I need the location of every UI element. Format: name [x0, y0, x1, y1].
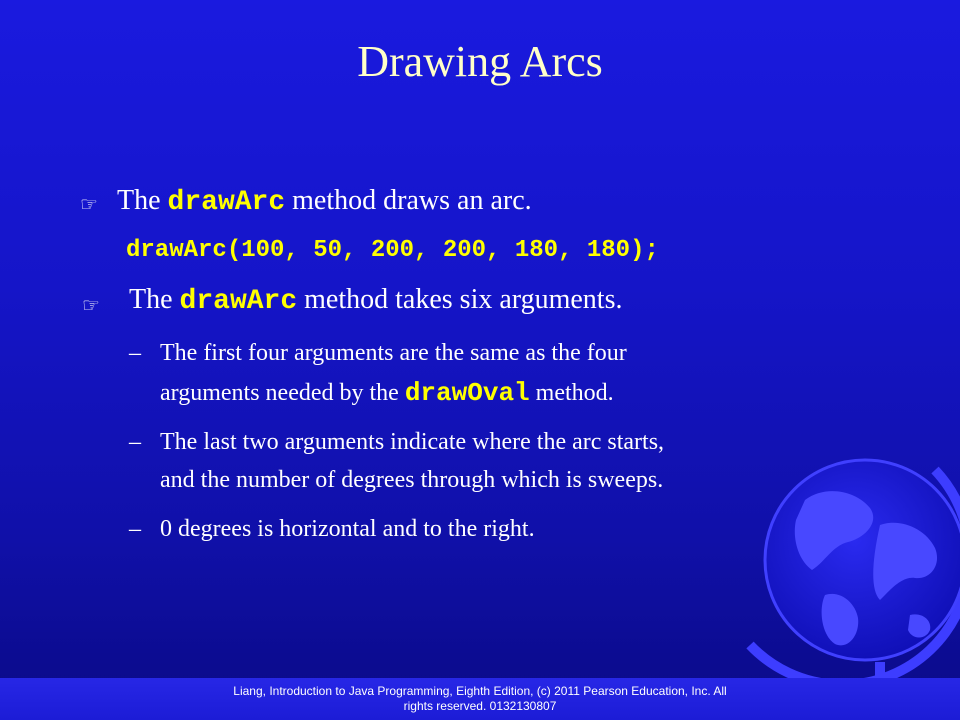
globe-icon — [730, 430, 960, 700]
pointing-hand-icon: ☞ — [82, 295, 100, 317]
subpoint-1-line1: The first four arguments are the same as the four — [160, 340, 627, 366]
subpoint-1-line2-post: method. — [529, 380, 614, 406]
code-example: drawArc(100, 50, 200, 200, 180, 180); — [126, 237, 659, 264]
bullet-2-code: drawArc — [179, 286, 298, 317]
bullet-2-text-pre: The — [129, 284, 180, 315]
bullet-1-code: drawArc — [167, 187, 286, 218]
pointing-hand-icon: ☞ — [80, 194, 98, 216]
subpoint-3-line1: 0 degrees is horizontal and to the right. — [160, 516, 535, 542]
footer-line-2: rights reserved. 0132130807 — [403, 699, 557, 713]
subpoint-1-code: drawOval — [404, 378, 530, 408]
subpoint-1-dash: – — [129, 340, 141, 366]
subpoint-2-line2: and the number of degrees through which is sweeps. — [160, 467, 664, 493]
subpoint-1-line2 — [160, 378, 614, 408]
bullet-2 — [129, 284, 622, 317]
bullet-1 — [117, 185, 532, 218]
subpoint-1-line2-pre: arguments needed by the — [160, 380, 405, 406]
subpoint-3-dash: – — [129, 516, 141, 542]
footer-line-1: Liang, Introduction to Java Programming, Eighth Edition, (c) 2011 Pearson Education, Inc. All — [233, 684, 727, 698]
subpoint-2-dash: – — [129, 429, 141, 455]
bullet-1-text-post: method draws an arc. — [285, 185, 532, 216]
subpoint-2-line1: The last two arguments indicate where the arc starts, — [160, 429, 665, 455]
bullet-1-text-pre: The — [117, 185, 168, 216]
bullet-2-text-post: method takes six arguments. — [297, 284, 623, 315]
slide-title: Drawing Arcs — [357, 37, 603, 86]
footer — [0, 678, 960, 720]
